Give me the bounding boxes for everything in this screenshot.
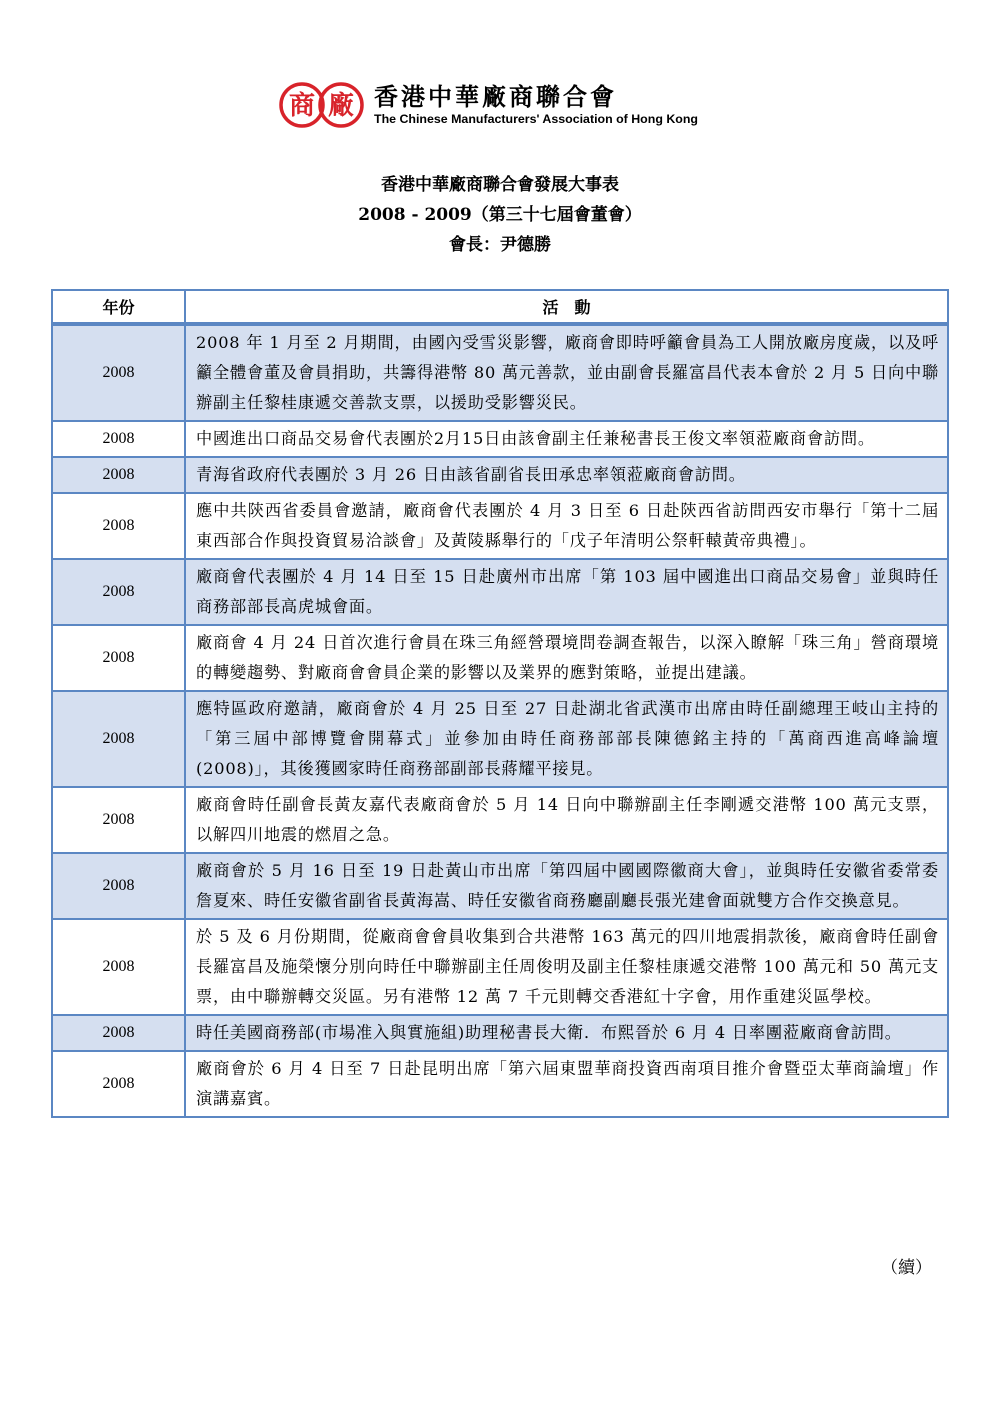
activity-cell: 廠商會於 6 月 4 日至 7 日赴昆明出席「第六屆東盟華商投資西南項目推介會暨亞太華商論壇」作演講嘉賓。 — [185, 1051, 948, 1117]
activity-cell: 於 5 及 6 月份期間，從廠商會會員收集到合共港幣 163 萬元的四川地震捐款後，廠商會時任副會長羅富昌及施榮懷分別向時任中聯辦副主任周俊明及副主任黎桂康遞交港幣 100 萬元和 50 萬元支票，由中聯辦轉交災區。另有港幣 12 萬 7 千元則轉交香港紅十字會，用作重建災區學校。 — [185, 919, 948, 1015]
logo-char-left: 商 — [288, 91, 316, 121]
org-name-chinese: 香港中華廠商聯合會 — [374, 83, 617, 111]
table-row — [52, 493, 948, 559]
document-heading — [0, 170, 1000, 260]
document-title: 香港中華廠商聯合會發展大事表 — [381, 175, 619, 195]
table-header-row — [52, 290, 948, 324]
year-cell: 2008 — [52, 691, 185, 787]
table-row — [52, 625, 948, 691]
year-cell: 2008 — [52, 493, 185, 559]
activity-cell: 廠商會時任副會長黃友嘉代表廠商會於 5 月 14 日向中聯辦副主任李剛遞交港幣 100 萬元支票，以解四川地震的燃眉之急。 — [185, 787, 948, 853]
activity-cell: 中國進出口商品交易會代表團於2月15日由該會副主任兼秘書長王俊文率領蒞廠商會訪問。 — [185, 421, 948, 457]
activity-cell: 青海省政府代表團於 3 月 26 日由該省副省長田承忠率領蒞廠商會訪問。 — [185, 457, 948, 493]
activity-cell: 廠商會 4 月 24 日首次進行會員在珠三角經營環境問卷調查報告，以深入瞭解「珠三角」營商環境的轉變趨勢、對廠商會會員企業的影響以及業界的應對策略，並提出建議。 — [185, 625, 948, 691]
chairman-line: 會長：尹德勝 — [449, 235, 551, 255]
activity-cell: 廠商會代表團於 4 月 14 日至 15 日赴廣州市出席「第 103 屆中國進出口商品交易會」並與時任商務部部長高虎城會面。 — [185, 559, 948, 625]
org-name-english: The Chinese Manufacturers' Association of Hong Kong — [374, 112, 698, 126]
table-row — [52, 1051, 948, 1117]
table-row — [52, 457, 948, 493]
year-cell: 2008 — [52, 1051, 185, 1117]
cma-logo-icon — [277, 80, 367, 130]
activity-cell: 廠商會於 5 月 16 日至 19 日赴黃山市出席「第四屆中國國際徽商大會」，並與時任安徽省委常委詹夏來、時任安徽省副省長黃海嵩、時任安徽省商務廳副廳長張光建會面就雙方合作交換意見。 — [185, 853, 948, 919]
year-cell: 2008 — [52, 559, 185, 625]
year-cell: 2008 — [52, 324, 185, 421]
table-row — [52, 787, 948, 853]
year-cell: 2008 — [52, 787, 185, 853]
column-header-year: 年份 — [52, 290, 185, 324]
table-row — [52, 324, 948, 421]
table-body — [52, 324, 948, 1117]
year-cell: 2008 — [52, 625, 185, 691]
table-row — [52, 1015, 948, 1051]
year-cell: 2008 — [52, 1015, 185, 1051]
activity-cell: 2008 年 1 月至 2 月期間，由國內受雪災影響，廠商會即時呼籲會員為工人開放廠房度歲，以及呼籲全體會董及會員捐助，共籌得港幣 80 萬元善款，並由副會長羅富昌代表本會於 2 月 5 日向中聯辦副主任黎桂康遞交善款支票，以援助受影響災民。 — [185, 324, 948, 421]
logo-char-right: 廠 — [327, 91, 355, 121]
year-cell: 2008 — [52, 919, 185, 1015]
activity-cell: 應中共陝西省委員會邀請，廠商會代表團於 4 月 3 日至 6 日赴陝西省訪問西安市舉行「第十二屆東西部合作與投資貿易洽談會」及黃陵縣舉行的「戊子年清明公祭軒轅黃帝典禮」。 — [185, 493, 948, 559]
column-header-activity: 活 動 — [185, 290, 948, 324]
table-row — [52, 559, 948, 625]
events-table — [51, 289, 949, 1118]
organization-logo — [277, 80, 698, 130]
table-row — [52, 853, 948, 919]
activity-cell: 應特區政府邀請，廠商會於 4 月 25 日至 27 日赴湖北省武漢市出席由時任副總理王岐山主持的「第三屆中部博覽會開幕式」並參加由時任商務部部長陳德銘主持的「萬商西進高峰論壇(2008)」，其後獲國家時任商務部副部長蔣耀平接見。 — [185, 691, 948, 787]
logo-text-block — [374, 83, 698, 127]
activity-cell: 時任美國商務部(市場准入與實施組)助理秘書長大衛．布熙晉於 6 月 4 日率團蒞廠商會訪問。 — [185, 1015, 948, 1051]
document-subtitle: 2008 - 2009（第三十七屆會董會） — [358, 205, 642, 225]
year-cell: 2008 — [52, 853, 185, 919]
year-cell: 2008 — [52, 457, 185, 493]
continued-note: （續） — [881, 1258, 932, 1278]
table-row — [52, 919, 948, 1015]
table-row — [52, 421, 948, 457]
year-cell: 2008 — [52, 421, 185, 457]
table-row — [52, 691, 948, 787]
